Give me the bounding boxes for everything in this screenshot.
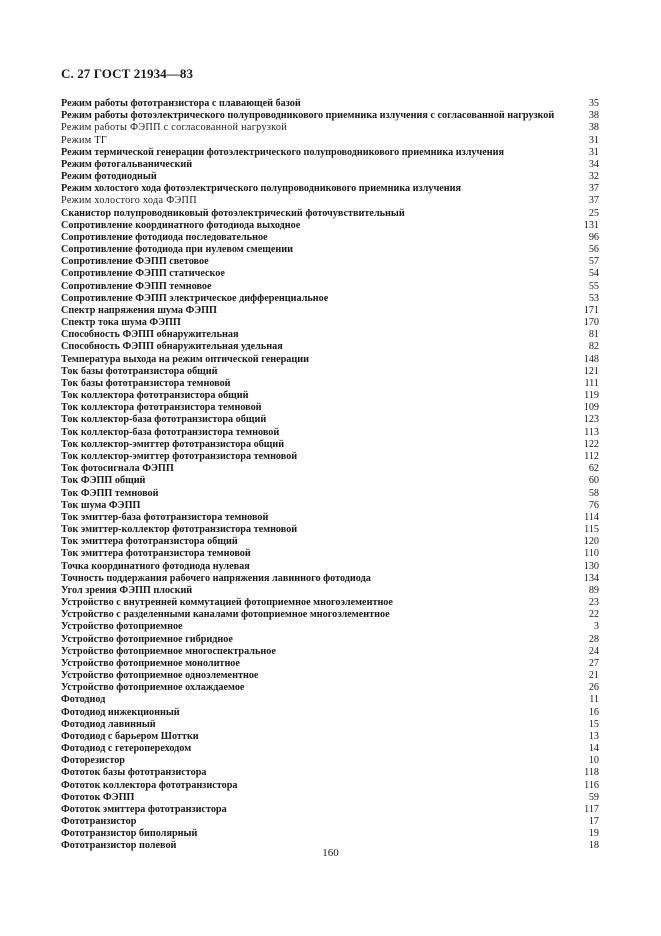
index-page-ref: 171: [583, 304, 599, 316]
index-term: Режим холостого хода ФЭПП: [61, 195, 197, 207]
index-term: Фоторезистор: [61, 755, 125, 767]
index-page-ref: 96: [588, 231, 599, 243]
index-entry: [61, 524, 599, 536]
index-term: Устройство фотоприемное: [61, 621, 183, 633]
index-page-ref: 114: [584, 511, 599, 523]
index-term: Способность ФЭПП обнаружительная удельная: [61, 341, 283, 353]
index-page-ref: 60: [588, 475, 599, 487]
index-entry: [61, 366, 599, 378]
index-page-ref: 27: [588, 657, 599, 669]
index-entry: [61, 792, 599, 804]
index-entry: [61, 719, 599, 731]
index-entry: [61, 561, 599, 573]
index-entry: [61, 682, 599, 694]
index-page-ref: 26: [588, 682, 599, 694]
alphabetical-index-list: [61, 98, 599, 853]
index-entry: [61, 329, 599, 341]
index-term: Устройство фотоприемное гибридное: [61, 633, 233, 645]
index-entry: [61, 804, 599, 816]
index-page-ref: 82: [588, 341, 599, 353]
index-term: Сопротивление ФЭПП электрическое дифференциальное: [61, 292, 329, 304]
index-term: Фототок коллектора фототранзистора: [61, 779, 238, 791]
index-term: Режим фотодиодный: [61, 171, 157, 183]
index-page-ref: 35: [588, 98, 599, 109]
index-entry: [61, 354, 599, 366]
index-term: Ток эмиттера фототранзистора общий: [61, 536, 238, 548]
index-page-ref: 18: [588, 840, 599, 852]
page-number: 160: [322, 847, 339, 859]
index-term: Устройство с внутренней коммутацией фотоприемное многоэлементное: [61, 597, 393, 609]
index-entry: [61, 98, 599, 110]
index-entry: [61, 573, 599, 585]
index-entry: [61, 621, 599, 633]
index-page-ref: 17: [588, 816, 599, 828]
index-entry: [61, 171, 599, 183]
index-page-ref: 31: [588, 146, 599, 158]
index-page-ref: 13: [588, 730, 599, 742]
index-entry: [61, 244, 599, 256]
index-term: Ток ФЭПП общий: [61, 475, 146, 487]
index-term: Фототранзистор: [61, 816, 137, 828]
index-entry: [61, 402, 599, 414]
index-page-ref: 59: [588, 791, 599, 803]
index-term: Устройство с разделенными каналами фотоприемное многоэлементное: [61, 609, 390, 621]
index-page-ref: 58: [588, 487, 599, 499]
index-entry: [61, 816, 599, 828]
index-term: Точка координатного фотодиода нулевая: [61, 560, 250, 572]
index-page-ref: 117: [584, 803, 599, 815]
index-entry: [61, 341, 599, 353]
index-entry: [61, 281, 599, 293]
index-term: Фототранзистор полевой: [61, 840, 177, 852]
index-page-ref: 170: [583, 317, 599, 329]
index-entry: [61, 828, 599, 840]
index-entry: [61, 414, 599, 426]
index-term: Сопротивление ФЭПП статическое: [61, 268, 225, 280]
index-term: Режим работы фототранзистора с плавающей базой: [61, 98, 301, 109]
index-page-ref: 62: [588, 463, 599, 475]
index-entry: [61, 780, 599, 792]
index-entry: [61, 183, 599, 195]
index-entry: [61, 256, 599, 268]
index-page-ref: 54: [588, 268, 599, 280]
index-page-ref: 120: [583, 536, 599, 548]
index-page-ref: 123: [583, 414, 599, 426]
index-term: Ток ФЭПП темновой: [61, 487, 159, 499]
index-page-ref: 37: [588, 195, 599, 207]
index-term: Температура выхода на режим оптической генерации: [61, 353, 309, 365]
index-page-ref: 134: [583, 572, 599, 584]
index-entry: [61, 390, 599, 402]
index-term: Ток эмиттера фототранзистора темновой: [61, 548, 251, 560]
index-entry: [61, 208, 599, 220]
index-term: Ток эмиттер-коллектор фототранзистора темновой: [61, 524, 298, 536]
index-entry: [61, 220, 599, 232]
index-page-ref: 31: [588, 134, 599, 146]
index-term: Ток коллектор-эмиттер фототранзистора темновой: [61, 450, 298, 462]
index-term: Режим фотогальванический: [61, 158, 193, 170]
index-entry: [61, 731, 599, 743]
index-page-ref: 32: [588, 171, 599, 183]
index-term: Сканистор полупроводниковый фотоэлектрический фоточувствительный: [61, 207, 405, 219]
index-term: Устройство фотоприемное многоспектральное: [61, 645, 276, 657]
index-term: Ток коллектор-база фототранзистора общий: [61, 414, 267, 426]
index-term: Фототок ФЭПП: [61, 791, 135, 803]
index-page-ref: 115: [584, 524, 599, 536]
index-entry: [61, 755, 599, 767]
index-page-ref: 38: [588, 122, 599, 134]
index-term: Ток коллектор-эмиттер фототранзистора общий: [61, 438, 285, 450]
index-term: Сопротивление ФЭПП темновое: [61, 280, 212, 292]
index-term: Режим холостого хода фотоэлектрического полупроводникового приемника излучения: [61, 183, 461, 195]
index-entry: [61, 268, 599, 280]
index-entry: [61, 439, 599, 451]
index-term: Сопротивление ФЭПП световое: [61, 256, 209, 268]
index-term: Фотодиод с гетеропереходом: [61, 743, 192, 755]
index-term: Режим работы ФЭПП с согласованной нагрузкой: [61, 122, 288, 134]
index-page-ref: 148: [583, 353, 599, 365]
index-page-ref: 24: [588, 645, 599, 657]
index-page-ref: 122: [583, 438, 599, 450]
index-term: Фотодиод: [61, 694, 106, 706]
index-page-ref: 81: [588, 329, 599, 341]
index-term: Спектр тока шума ФЭПП: [61, 317, 181, 329]
index-term: Режим работы фотоэлектрического полупроводникового приемника излучения с согласованной нагрузкой: [61, 110, 555, 122]
index-page-ref: 11: [589, 694, 599, 706]
index-entry: [61, 743, 599, 755]
index-page-ref: 131: [583, 219, 599, 231]
index-entry: [61, 646, 599, 658]
index-entry: [61, 463, 599, 475]
index-entry: [61, 317, 599, 329]
index-entry: [61, 694, 599, 706]
index-term: Ток базы фототранзистора общий: [61, 365, 218, 377]
index-page-ref: 112: [584, 450, 599, 462]
index-term: Ток коллектор-база фототранзистора темновой: [61, 426, 280, 438]
index-term: Фотодиод лавинный: [61, 718, 156, 730]
index-page-ref: 23: [588, 597, 599, 609]
index-entry: [61, 707, 599, 719]
index-entry: [61, 110, 599, 122]
index-entry: [61, 536, 599, 548]
index-page-ref: 130: [583, 560, 599, 572]
page-header: С. 27 ГОСТ 21934—83: [61, 66, 194, 81]
index-page-ref: 14: [588, 743, 599, 755]
index-page-ref: 3: [593, 621, 599, 633]
index-page-ref: 116: [584, 779, 599, 791]
index-entry: [61, 512, 599, 524]
index-term: Ток базы фототранзистора темновой: [61, 377, 231, 389]
index-entry: [61, 147, 599, 159]
index-entry: [61, 378, 599, 390]
index-term: Ток коллектора фототранзистора общий: [61, 390, 249, 402]
index-entry: [61, 634, 599, 646]
index-term: Фототранзистор биполярный: [61, 828, 198, 840]
index-page-ref: 15: [588, 718, 599, 730]
index-term: Угол зрения ФЭПП плоский: [61, 584, 193, 596]
index-page-ref: 22: [588, 609, 599, 621]
index-page-ref: 56: [588, 244, 599, 256]
index-entry: [61, 670, 599, 682]
index-entry: [61, 585, 599, 597]
index-term: Сопротивление фотодиода последовательное: [61, 231, 268, 243]
index-term: Ток шума ФЭПП: [61, 499, 141, 511]
index-page-ref: 16: [588, 706, 599, 718]
index-entry: [61, 135, 599, 147]
index-page-ref: 37: [588, 183, 599, 195]
index-term: Ток коллектора фототранзистора темновой: [61, 402, 262, 414]
index-term: Фототок базы фототранзистора: [61, 767, 207, 779]
index-entry: [61, 195, 599, 207]
index-term: Устройство фотоприемное охлаждаемое: [61, 682, 245, 694]
index-entry: [61, 232, 599, 244]
index-page-ref: 113: [584, 426, 599, 438]
index-page-ref: 111: [584, 377, 599, 389]
index-entry: [61, 609, 599, 621]
index-term: Ток эмиттер-база фототранзистора темновой: [61, 511, 269, 523]
index-term: Режим термической генерации фотоэлектрического полупроводникового приемника излучения: [61, 146, 505, 158]
index-entry: [61, 658, 599, 670]
index-term: Сопротивление фотодиода при нулевом смещении: [61, 244, 293, 256]
index-page-ref: 109: [583, 402, 599, 414]
index-entry: [61, 293, 599, 305]
index-page-ref: 34: [588, 158, 599, 170]
index-term: Спектр напряжения шума ФЭПП: [61, 304, 217, 316]
index-entry: [61, 305, 599, 317]
index-page-ref: 55: [588, 280, 599, 292]
index-term: Устройство фотоприемное одноэлементное: [61, 670, 259, 682]
index-page-ref: 10: [588, 755, 599, 767]
index-page-ref: 57: [588, 256, 599, 268]
index-page-ref: 25: [588, 207, 599, 219]
index-page-ref: 76: [588, 499, 599, 511]
index-entry: [61, 475, 599, 487]
index-term: Точность поддержания рабочего напряжения лавинного фотодиода: [61, 572, 371, 584]
index-entry: [61, 500, 599, 512]
index-term: Фототок эмиттера фототранзистора: [61, 803, 227, 815]
index-term: Ток фотосигнала ФЭПП: [61, 463, 174, 475]
index-page-ref: 119: [584, 390, 599, 402]
index-entry: [61, 159, 599, 171]
index-term: Способность ФЭПП обнаружительная: [61, 329, 239, 341]
index-page-ref: 89: [588, 584, 599, 596]
index-entry: [61, 597, 599, 609]
index-entry: [61, 122, 599, 134]
index-term: Режим ТГ: [61, 134, 108, 146]
index-page-ref: 121: [583, 365, 599, 377]
index-page-ref: 38: [588, 110, 599, 122]
index-page-ref: 110: [584, 548, 599, 560]
index-page-ref: 21: [588, 670, 599, 682]
index-term: Фотодиод инжекционный: [61, 706, 180, 718]
index-page-ref: 53: [588, 292, 599, 304]
index-entry: [61, 767, 599, 779]
index-page-ref: 28: [588, 633, 599, 645]
index-term: Устройство фотоприемное монолитное: [61, 657, 240, 669]
index-term: Сопротивление координатного фотодиода выходное: [61, 219, 301, 231]
index-entry: [61, 488, 599, 500]
index-page-ref: 118: [584, 767, 599, 779]
index-entry: [61, 427, 599, 439]
index-page-ref: 19: [588, 828, 599, 840]
index-entry: [61, 548, 599, 560]
index-term: Фотодиод с барьером Шоттки: [61, 730, 199, 742]
index-entry: [61, 451, 599, 463]
